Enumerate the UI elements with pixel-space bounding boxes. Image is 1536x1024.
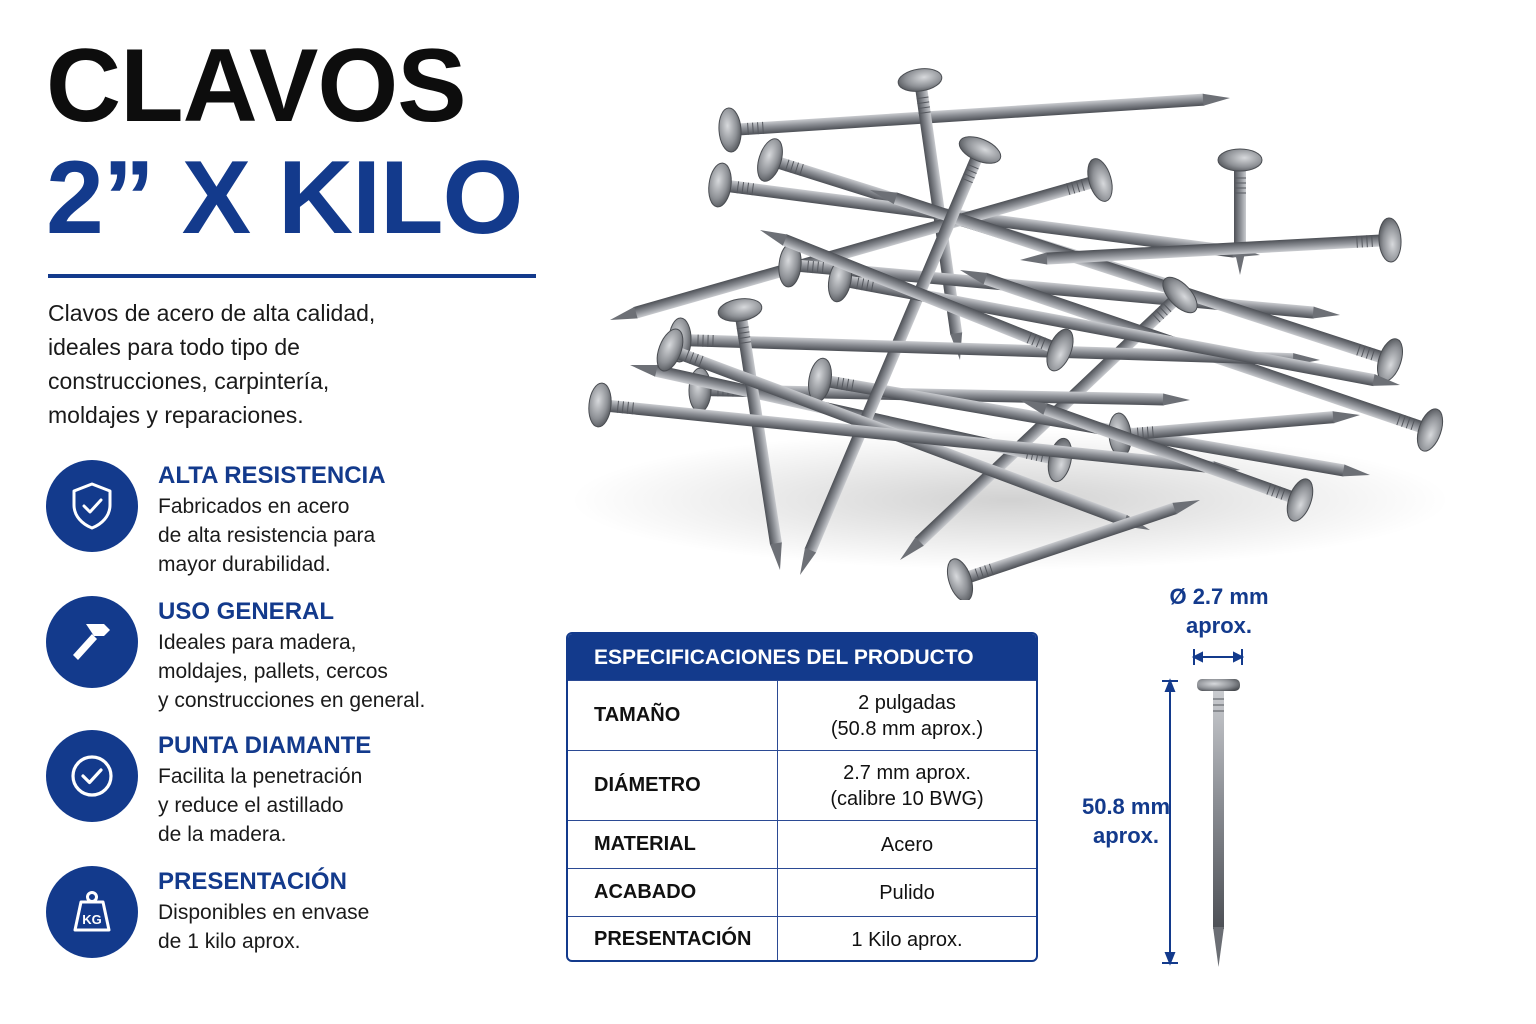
intro-line: ideales para todo tipo de bbox=[48, 334, 300, 360]
feature-line: moldajes, pallets, cercos bbox=[158, 660, 388, 683]
spec-label: MATERIAL bbox=[568, 821, 778, 868]
nails-pile-image bbox=[540, 60, 1500, 600]
spec-value-line: (50.8 mm aprox.) bbox=[830, 717, 984, 740]
feature-description bbox=[158, 628, 425, 715]
spec-value-line: 1 Kilo aprox. bbox=[851, 928, 963, 951]
feature-line: de alta resistencia para bbox=[158, 524, 376, 547]
feature-line: Facilita la penetración bbox=[158, 765, 363, 788]
nail-dimension-diagram bbox=[1060, 575, 1360, 975]
hammer-icon bbox=[46, 596, 138, 688]
spec-label: TAMAÑO bbox=[568, 681, 778, 750]
spec-value bbox=[778, 681, 1036, 750]
length-value: 50.8 mm bbox=[1081, 794, 1171, 819]
title-line-1: CLAVOS bbox=[46, 28, 466, 144]
intro-text bbox=[48, 296, 518, 432]
spec-value bbox=[778, 917, 1036, 962]
spec-value-line: 2 pulgadas bbox=[858, 691, 956, 714]
spec-row-acabado bbox=[568, 868, 1036, 916]
spec-value-line: 2.7 mm aprox. bbox=[843, 761, 971, 784]
spec-value bbox=[778, 869, 1036, 916]
single-nail-illustration bbox=[1197, 679, 1240, 967]
intro-line: construcciones, carpintería, bbox=[48, 368, 330, 394]
feature-line: mayor durabilidad. bbox=[158, 553, 331, 576]
diameter-value: Ø 2.7 mm bbox=[1169, 584, 1269, 609]
feature-line: Ideales para madera, bbox=[158, 631, 357, 654]
spec-label: DIÁMETRO bbox=[568, 751, 778, 820]
feature-description bbox=[158, 762, 362, 849]
spec-row-presentacion bbox=[568, 916, 1036, 962]
feature-line: Fabricados en acero bbox=[158, 495, 350, 518]
feature-description bbox=[158, 492, 375, 579]
feature-line: de la madera. bbox=[158, 823, 287, 846]
feature-description bbox=[158, 898, 369, 956]
feature-line: de 1 kilo aprox. bbox=[158, 930, 301, 953]
length-arrow-top bbox=[1166, 681, 1174, 691]
feature-title: PUNTA DIAMANTE bbox=[158, 732, 372, 759]
spec-row-diametro bbox=[568, 750, 1036, 820]
feature-presentacion bbox=[46, 866, 516, 976]
spec-value-line: (calibre 10 BWG) bbox=[830, 787, 984, 810]
intro-line: Clavos de acero de alta calidad, bbox=[48, 300, 376, 326]
spec-label: ACABADO bbox=[568, 869, 778, 916]
weight-kg-icon bbox=[46, 866, 138, 958]
spec-label: PRESENTACIÓN bbox=[568, 917, 778, 962]
feature-title: USO GENERAL bbox=[158, 598, 335, 625]
length-arrow-bottom bbox=[1166, 953, 1174, 963]
diameter-note: aprox. bbox=[1185, 613, 1253, 638]
spec-value bbox=[778, 821, 1036, 868]
feature-line: y construcciones en general. bbox=[158, 689, 426, 712]
diameter-arrow-left bbox=[1194, 653, 1202, 661]
feature-punta-diamante bbox=[46, 730, 516, 846]
length-note: aprox. bbox=[1092, 823, 1160, 848]
spec-value bbox=[778, 751, 1036, 820]
kg-label: KG bbox=[82, 912, 102, 927]
title-line-2: 2” X KILO bbox=[46, 140, 523, 256]
page-title bbox=[46, 30, 522, 254]
spec-row-material bbox=[568, 820, 1036, 868]
intro-line: moldajes y reparaciones. bbox=[48, 402, 304, 428]
diameter-arrow-right bbox=[1234, 653, 1242, 661]
dimension-lines bbox=[1060, 575, 1360, 975]
specifications-table bbox=[566, 632, 1038, 962]
feature-title: ALTA RESISTENCIA bbox=[158, 462, 386, 489]
spec-value-line: Pulido bbox=[879, 881, 935, 904]
shield-check-icon bbox=[46, 460, 138, 552]
feature-line: Disponibles en envase bbox=[158, 901, 370, 924]
feature-uso-general bbox=[46, 596, 516, 712]
feature-alta-resistencia bbox=[46, 460, 516, 576]
specifications-heading: ESPECIFICACIONES DEL PRODUCTO bbox=[568, 634, 1036, 680]
feature-line: y reduce el astillado bbox=[158, 794, 344, 817]
spec-value-line: Acero bbox=[880, 833, 934, 856]
feature-title: PRESENTACIÓN bbox=[158, 868, 347, 895]
spec-row-tamano bbox=[568, 680, 1036, 750]
check-circle-icon bbox=[46, 730, 138, 822]
title-underline bbox=[48, 274, 536, 278]
